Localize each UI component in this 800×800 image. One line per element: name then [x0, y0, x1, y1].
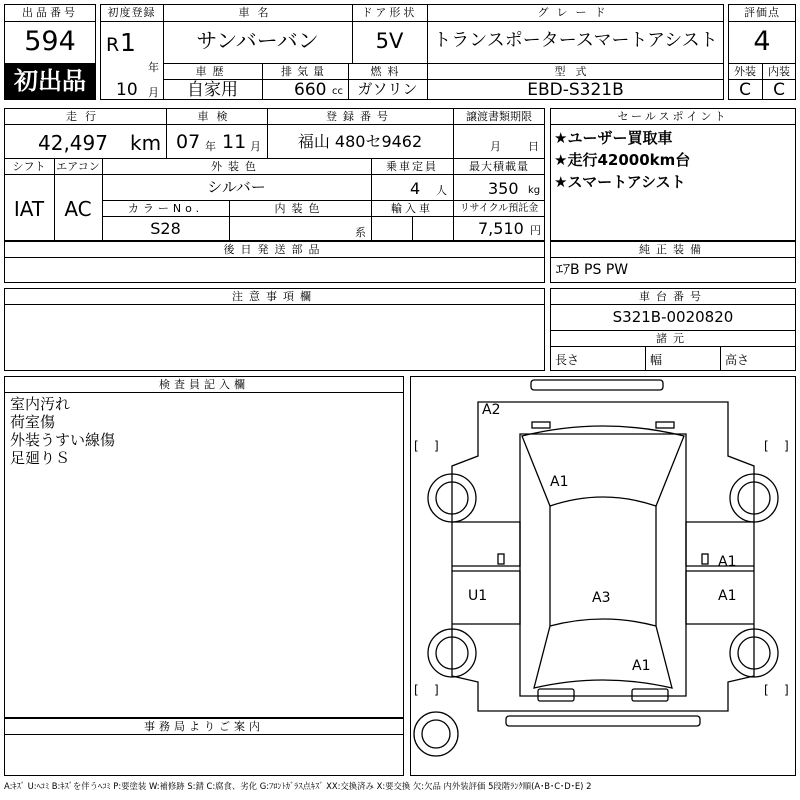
year-unit: 年 — [148, 61, 159, 74]
displacement-unit: cc — [332, 86, 343, 97]
first-listing-badge: 初出品 — [5, 64, 95, 99]
chassis-number: S321B-0020820 — [612, 308, 734, 326]
office-label: 事務局よりご案内 — [144, 720, 264, 733]
month: 10 — [116, 80, 138, 100]
lot-label: 出品番号 — [22, 6, 78, 19]
damage-mark-a1-right-rear: A1 — [718, 588, 737, 604]
displacement-label: 排気量 — [281, 65, 329, 78]
damage-mark-a2: A2 — [482, 402, 501, 418]
width-label: 幅 — [650, 353, 663, 367]
capacity-label: 乗車定員 — [386, 160, 438, 173]
mileage: 42,497 — [38, 131, 108, 155]
sales-point-1: ★ユーザー買取車 — [554, 129, 673, 147]
registration-label: 登録番号 — [326, 110, 394, 123]
color-no-label: カラーNo. — [127, 202, 204, 215]
aircon-label: エアコン — [56, 160, 100, 173]
history-label: 車歴 — [195, 65, 230, 78]
inspection-label: 車検 — [197, 110, 236, 123]
year: 1 — [120, 28, 136, 57]
shift-label: シフト — [12, 160, 46, 173]
chassis-label: 車台番号 — [639, 290, 707, 303]
door-label: ドア形状 — [361, 6, 418, 19]
registration-number: 福山 480セ9462 — [297, 132, 423, 151]
fuel: ガソリン — [357, 80, 418, 98]
vehicle-damage-diagram — [410, 376, 796, 776]
damage-mark-a3: A3 — [592, 590, 611, 606]
notes-label: 注意事項欄 — [232, 290, 317, 303]
inspection-month: 11 — [222, 131, 247, 153]
sales-point-3: ★スマートアシスト — [554, 173, 686, 191]
transfer-day-unit: 日 — [528, 140, 539, 153]
length-label: 長さ — [555, 353, 580, 367]
sales-points-label: セールスポイント — [617, 110, 729, 123]
svg-text:[: [ — [414, 683, 419, 697]
inspection-year-unit: 年 — [205, 140, 216, 153]
max-load-label: 最大積載量 — [469, 160, 529, 173]
displacement: 660 — [294, 80, 327, 100]
later-parts-label: 後日発送部品 — [223, 243, 326, 256]
inspector-note-2: 荷室傷 — [10, 413, 56, 431]
svg-text:]: ] — [434, 439, 439, 453]
door-type: 5V — [375, 29, 404, 53]
sales-point-2: ★走行42000km台 — [554, 151, 691, 169]
interior-color-label: 内装色 — [274, 202, 326, 215]
inspector-label: 検査員記入欄 — [159, 378, 249, 391]
mileage-unit: km — [130, 131, 162, 155]
car-name-label: 車名 — [238, 6, 277, 19]
aircon: AC — [64, 197, 92, 221]
recycle-fee: 7,510 — [478, 219, 524, 238]
color-no: S28 — [150, 219, 181, 238]
grade-label: グレード — [537, 6, 614, 19]
grade: トランスポータースマートアシスト — [433, 30, 718, 51]
month-unit: 月 — [148, 86, 159, 99]
import-label: 輸入車 — [391, 202, 433, 215]
history: 自家用 — [187, 80, 238, 100]
shift: IAT — [13, 197, 45, 221]
exterior-color-label: 外装色 — [211, 160, 262, 173]
inspector-box — [4, 376, 404, 718]
capacity: 4 — [410, 179, 421, 198]
lot-number: 594 — [24, 26, 76, 57]
equipment-label: 純正装備 — [639, 243, 707, 256]
svg-text:]: ] — [434, 683, 439, 697]
first-reg-label: 初度登録 — [107, 6, 156, 19]
legend: A:ｷｽﾞ U:ﾍｺﾐ B:ｷｽﾞを伴うﾍｺﾐ P:要塗装 W:補修跡 S:錆 C:腐食、劣化 G:ﾌﾛﾝﾄｶﾞﾗｽ点ｷｽﾞ XX:交換済み X:要交換 欠:欠品 内外装評価 5段階ﾗﾝｸ順(A･B･C･D･E) 2 — [4, 781, 592, 791]
equipment-value: ｴｱB PS PW — [556, 262, 629, 278]
transfer-doc-label: 譲渡書類期限 — [466, 110, 532, 123]
mileage-label: 走行 — [66, 110, 104, 123]
max-load: 350 — [488, 179, 519, 198]
max-load-unit: kg — [528, 185, 541, 196]
capacity-unit: 人 — [436, 184, 447, 197]
score-label: 評価点 — [744, 6, 780, 19]
damage-mark-a1-roof: A1 — [550, 474, 569, 490]
svg-text:[: [ — [414, 439, 419, 453]
exterior-grade: C — [739, 80, 751, 100]
svg-text:]: ] — [784, 683, 789, 697]
exterior-color: シルバー — [207, 178, 266, 196]
inspector-note-1: 室内汚れ — [10, 395, 71, 413]
recycle-label: リサイクル預託金 — [459, 203, 539, 214]
dims-label: 諸元 — [656, 332, 690, 345]
svg-text:]: ] — [784, 439, 789, 453]
inspection-year: 07 — [176, 131, 201, 153]
interior-grade-label: 内装 — [768, 65, 790, 78]
damage-mark-a1-right-front: A1 — [718, 554, 737, 570]
inspector-note-4: 足廻りＳ — [10, 449, 71, 467]
model-label: 型式 — [554, 65, 597, 78]
score: 4 — [753, 26, 771, 57]
damage-mark-u1: U1 — [468, 588, 488, 604]
exterior-grade-label: 外装 — [734, 65, 756, 78]
svg-text:[: [ — [764, 683, 769, 697]
model: EBD-S321B — [527, 80, 624, 100]
interior-color-unit: 系 — [355, 226, 366, 239]
fuel-label: 燃料 — [370, 65, 405, 78]
height-label: 高さ — [725, 353, 750, 367]
inspector-note-3: 外装うすい線傷 — [10, 431, 116, 449]
era: R — [106, 34, 120, 56]
svg-text:[: [ — [764, 439, 769, 453]
interior-grade: C — [773, 80, 785, 100]
car-name: サンバーバン — [196, 29, 319, 53]
damage-mark-a1-rear: A1 — [632, 658, 651, 674]
inspection-month-unit: 月 — [250, 140, 261, 153]
transfer-month-unit: 月 — [490, 140, 501, 153]
recycle-unit: 円 — [530, 224, 541, 237]
